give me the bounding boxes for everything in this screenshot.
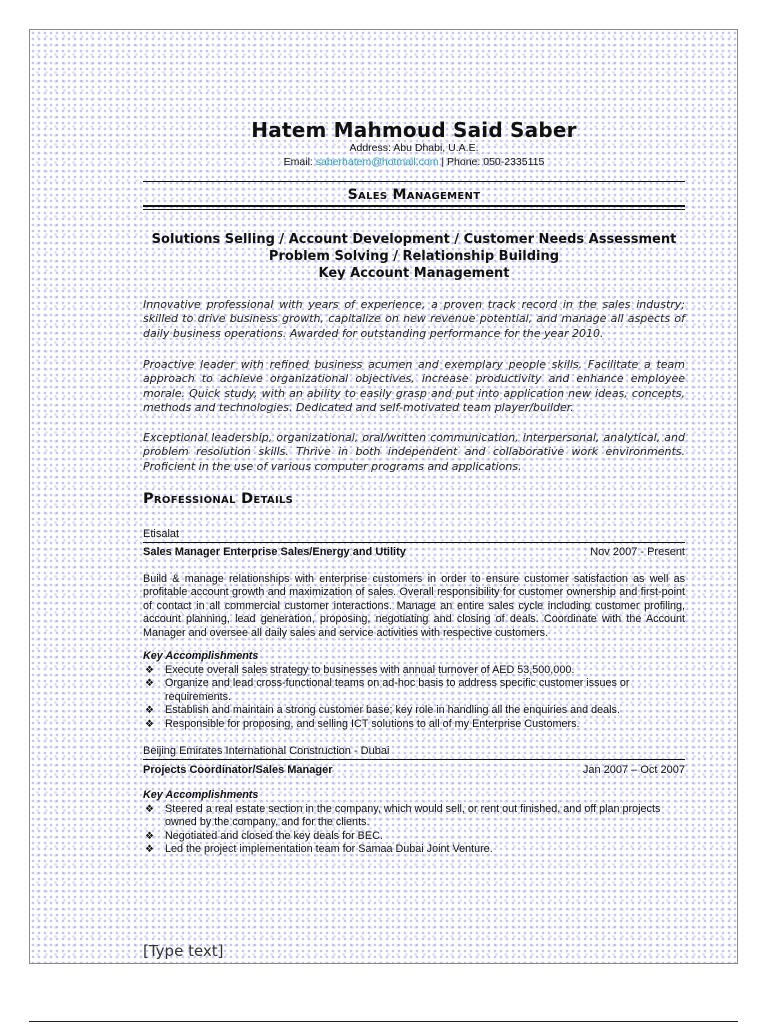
- accomplishments-list: [143, 803, 685, 857]
- candidate-name: Hatem Mahmoud Said Saber: [251, 118, 577, 142]
- bullet-icon: ❖: [145, 678, 154, 690]
- section-title: Sales Management: [347, 187, 481, 203]
- list-item-text: Negotiated and closed the key deals for BEC.: [165, 829, 383, 842]
- summary-paragraph: Proactive leader with refined business acumen and exemplary people skills. Facilitate a team approach to achieve organizational objectives, increase productivity and enhance employee morale. Quick study, with an ability to easily grasp and put into application new ideas, concepts, methods and technologies. Dedicated and self-motivated team player/builder.: [143, 358, 685, 414]
- summary-paragraph: Exceptional leadership, organizational, oral/written communication, interpersonal, analytical, and problem resolution skills. Thrive in both independent and collaborative work environments. Proficient in the use of various computer programs and applications.: [143, 431, 685, 473]
- list-item: [143, 677, 685, 704]
- resume-page: [29, 29, 738, 964]
- job-header: [143, 764, 685, 776]
- job-dates: Jan 2007 – Oct 2007: [582, 764, 685, 776]
- list-item-text: Establish and maintain a strong customer base; key role in handling all the enquiries and deals.: [165, 704, 620, 717]
- skills-line: Solutions Selling / Account Development / Customer Needs Assessment: [151, 232, 677, 247]
- address-line: Address: Abu Dhabi, U.A.E.: [349, 142, 479, 154]
- list-item-text: Execute overall sales strategy to businesses with annual turnover of AED 53,500,000.: [165, 664, 575, 676]
- header-divider-top: [143, 181, 685, 182]
- company-name: Etisalat: [143, 528, 180, 540]
- header-divider-bottom-1: [143, 205, 685, 207]
- summary-paragraph: Innovative professional with years of experience, a proven track record in the sales industry; skilled to drive business growth, capitalize on new revenue potential, and manage all aspects of daily business operations. Awarded for outstanding performance for the year 2010.: [143, 298, 685, 340]
- job-divider: [143, 542, 685, 543]
- list-item: [143, 803, 685, 830]
- list-item: [143, 830, 685, 843]
- bullet-icon: ❖: [145, 830, 154, 842]
- list-item-text: Led the project implementation team for Samaa Dubai Joint Venture.: [165, 843, 493, 856]
- footer-placeholder[interactable]: [Type text]: [143, 942, 224, 960]
- bullet-icon: ❖: [145, 665, 154, 676]
- company-name: Beijing Emirates International Construction - Dubai: [143, 745, 390, 757]
- accomplishments-list: [143, 664, 685, 731]
- key-accomplishments-label: Key Accomplishments: [143, 789, 259, 801]
- list-item-text: Organize and lead cross-functional teams on ad-hoc basis to address specific customer issues or requirements.: [165, 677, 630, 703]
- skills-line: Problem Solving / Relationship Building: [268, 249, 560, 264]
- list-item: [143, 843, 685, 856]
- job-dates: Nov 2007 - Present: [590, 546, 685, 558]
- list-item: [143, 704, 685, 717]
- list-item: [143, 664, 685, 677]
- job-description: Build & manage relationships with enterprise customers in order to ensure customer satisfaction as well as profitable account growth and maximization of sales. Overall responsibility for customer ownership and first-point of contact in all commercial customer interactions. Manage an entire sales cycle including customer profiling, account planning, lead generation, proposing, negotiating and closing of deals. Coordinate with the Account Manager and oversee all daily sales and service activities with respective customers.: [143, 573, 685, 639]
- bullet-icon: ❖: [145, 804, 154, 815]
- contact-line: [143, 156, 685, 168]
- list-item: [143, 718, 685, 731]
- job-header: [143, 546, 685, 558]
- email-link[interactable]: saberhatem@hotmail.com: [315, 156, 439, 168]
- job-title: Projects Coordinator/Sales Manager: [143, 764, 333, 776]
- bullet-icon: ❖: [145, 718, 154, 730]
- skills-line: Key Account Management: [318, 266, 510, 281]
- job-title: Sales Manager Enterprise Sales/Energy and Utility: [143, 546, 406, 558]
- job-divider: [143, 759, 685, 760]
- phone-text: | Phone: 050-2335115: [438, 156, 545, 168]
- bullet-icon: ❖: [145, 705, 154, 717]
- email-label: Email:: [283, 156, 316, 168]
- list-item-text: Responsible for proposing, and selling ICT solutions to all of my Enterprise Customers.: [165, 717, 580, 730]
- bullet-icon: ❖: [145, 844, 154, 856]
- professional-details-heading: Professional Details: [143, 491, 294, 507]
- list-item-text: Steered a real estate section in the company, which would sell, or rent out finished, and off plan projects owned by the company, and for the clients.: [165, 803, 661, 829]
- page-bottom-rule: [29, 1021, 738, 1022]
- header-divider-bottom-2: [143, 209, 685, 210]
- skills-block: [143, 231, 685, 282]
- key-accomplishments-label: Key Accomplishments: [143, 650, 259, 662]
